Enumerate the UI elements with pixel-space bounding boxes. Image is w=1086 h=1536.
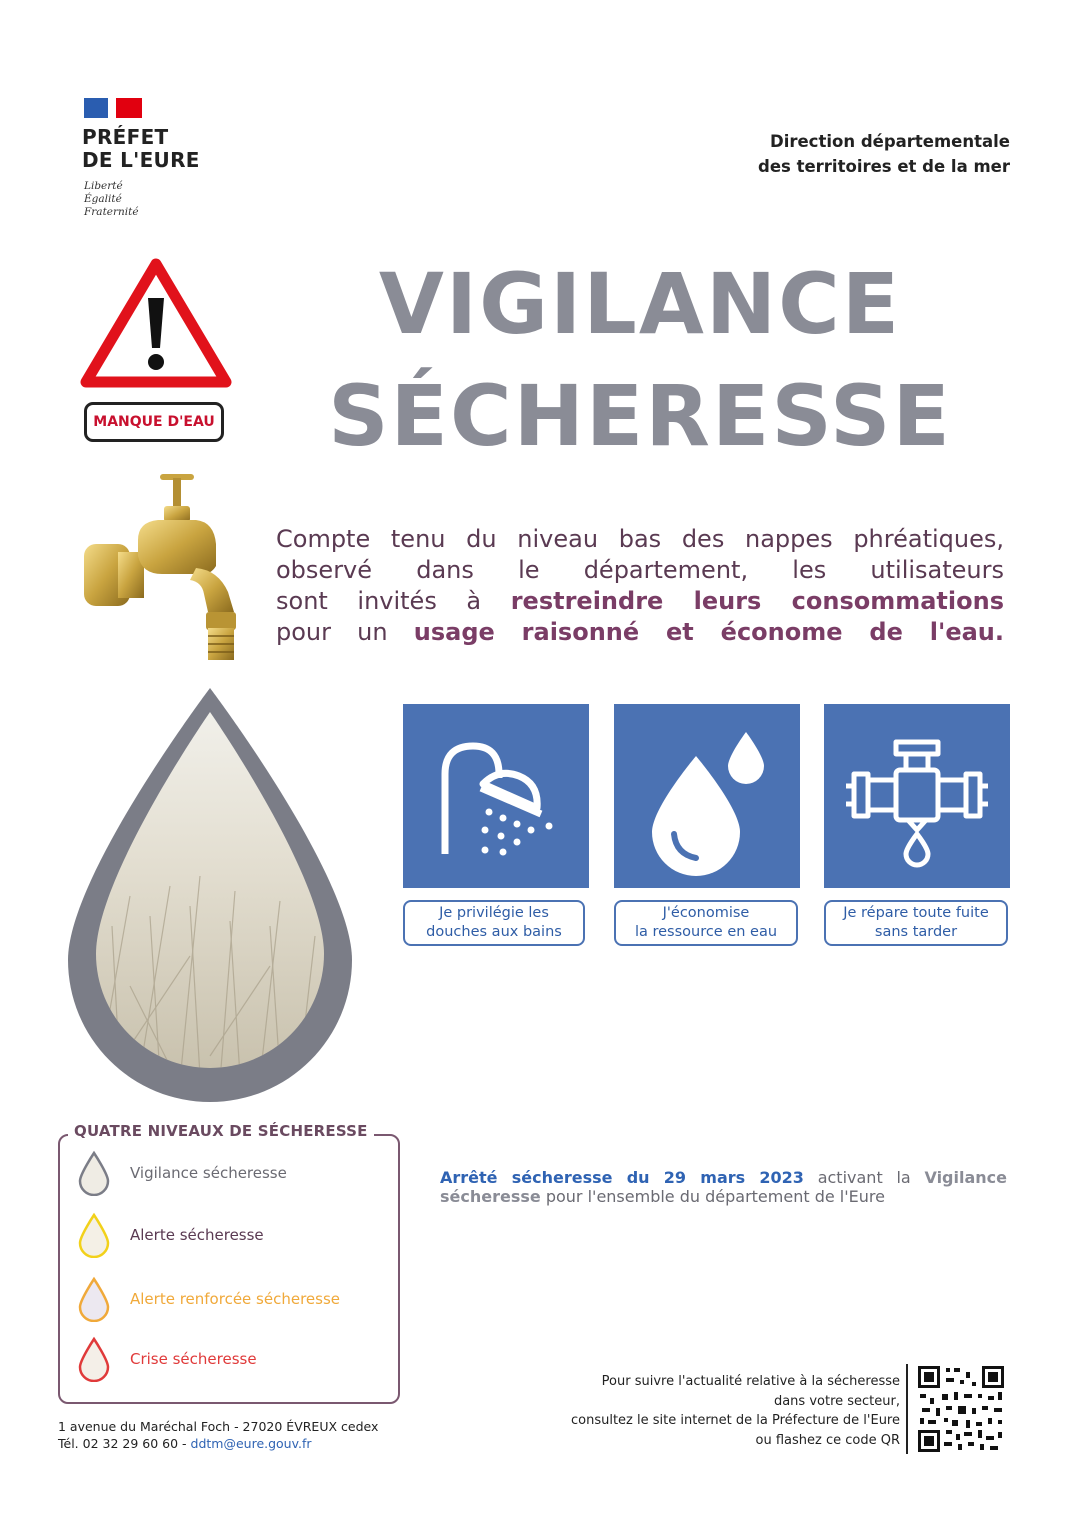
gray-drop-icon	[76, 1150, 112, 1196]
direction-line-2: des territoires et de la mer	[758, 157, 1010, 176]
intro-line-2: observé dans le département, les utilisateurs	[276, 556, 1004, 584]
follow-line-3: consultez le site internet de la Préfecture de l'Eure	[571, 1413, 900, 1428]
water-drop-icon	[614, 704, 800, 888]
french-flag-logo	[84, 98, 142, 118]
intro-line-3-prefix: sont invités à	[276, 587, 482, 615]
level-crise-label: Crise sécheresse	[130, 1350, 257, 1368]
follow-line-4: ou flashez ce code QR	[755, 1432, 900, 1448]
level-vigilance-label: Vigilance sécheresse	[130, 1164, 287, 1182]
title-line-2: SÉCHERESSE	[328, 367, 952, 465]
phone-number: Tél. 02 32 29 60 60 -	[58, 1436, 187, 1451]
orange-drop-icon	[76, 1276, 112, 1322]
level-alerte-label: Alerte sécheresse	[130, 1226, 264, 1244]
level-alerte-renforcee	[76, 1276, 340, 1322]
intro-line-1: Compte tenu du niveau bas des nappes phréatiques,	[276, 525, 1004, 553]
action-label-shower	[403, 900, 585, 946]
motto-liberte: Liberté	[84, 180, 123, 192]
motto-fraternite: Fraternité	[84, 206, 139, 218]
intro-line-3	[276, 586, 1004, 617]
arrete-text-2: pour l'ensemble du département de l'Eure	[545, 1187, 885, 1206]
leaking-pipe-icon	[824, 704, 1010, 888]
drought-levels-title: QUATRE NIVEAUX DE SÉCHERESSE	[68, 1122, 374, 1140]
red-drop-icon	[76, 1336, 112, 1382]
intro-line-3-emphasis: restreindre leurs consommations	[510, 587, 1004, 615]
action-1-line-2: douches aux bains	[426, 924, 562, 940]
level-vigilance	[76, 1150, 287, 1196]
contact-line	[58, 1435, 378, 1452]
arrete-level: Vigilance sécheresse	[440, 1168, 1007, 1206]
tile-shower	[403, 704, 589, 888]
action-label-repair-leak	[824, 900, 1008, 946]
level-crise	[76, 1336, 257, 1382]
tile-repair-leak	[824, 704, 1010, 888]
manque-eau-badge: MANQUE D'EAU	[84, 402, 224, 442]
intro-line-4-prefix: pour un	[276, 618, 388, 646]
intro-line-4-emphasis: usage raisonné et économe de l'eau.	[413, 618, 1004, 646]
action-2-line-2: la ressource en eau	[634, 924, 778, 940]
direction-line-1: Direction départementale	[770, 132, 1010, 151]
action-label-save-water	[614, 900, 798, 946]
follow-line-1: Pour suivre l'actualité relative à la sécheresse	[601, 1374, 900, 1389]
motto-egalite: Égalité	[84, 193, 122, 205]
level-alerte	[76, 1212, 264, 1258]
intro-line-4	[276, 617, 1004, 648]
shower-icon	[403, 704, 589, 888]
tile-save-water	[614, 704, 800, 888]
footer-address	[58, 1418, 378, 1452]
qr-code-icon[interactable]	[916, 1364, 1006, 1454]
title-line-1: VIGILANCE	[378, 255, 902, 353]
follow-news-text	[480, 1372, 900, 1450]
yellow-drop-icon	[76, 1212, 112, 1258]
prefet-logo-text	[82, 126, 200, 172]
arrete-notice	[440, 1168, 1007, 1206]
email-link[interactable]: ddtm@eure.gouv.fr	[190, 1436, 312, 1451]
qr-separator	[906, 1364, 908, 1454]
faucet-icon	[78, 470, 248, 670]
arrete-text-1: activant la	[817, 1168, 911, 1187]
address-line: 1 avenue du Maréchal Foch - 27020 ÉVREUX cedex	[58, 1419, 379, 1434]
direction-heading	[758, 129, 1010, 179]
level-alerte-renforcee-label: Alerte renforcée sécheresse	[130, 1290, 340, 1308]
follow-line-2: dans votre secteur,	[773, 1393, 900, 1409]
intro-paragraph	[276, 524, 1004, 648]
action-3-line-1: Je répare toute fuite	[843, 905, 989, 921]
action-3-line-2: sans tarder	[874, 924, 958, 940]
republic-motto	[84, 180, 139, 219]
page-title	[250, 248, 1030, 472]
action-2-line-1: J'économise	[662, 905, 750, 921]
drought-drop-illustration	[60, 686, 360, 1106]
prefet-line-1: PRÉFET	[82, 125, 169, 149]
warning-triangle-icon	[80, 256, 232, 390]
arrete-date: Arrêté sécheresse du 29 mars 2023	[440, 1168, 804, 1187]
prefet-line-2: DE L'EURE	[82, 148, 200, 172]
action-1-line-1: Je privilégie les	[439, 905, 549, 921]
